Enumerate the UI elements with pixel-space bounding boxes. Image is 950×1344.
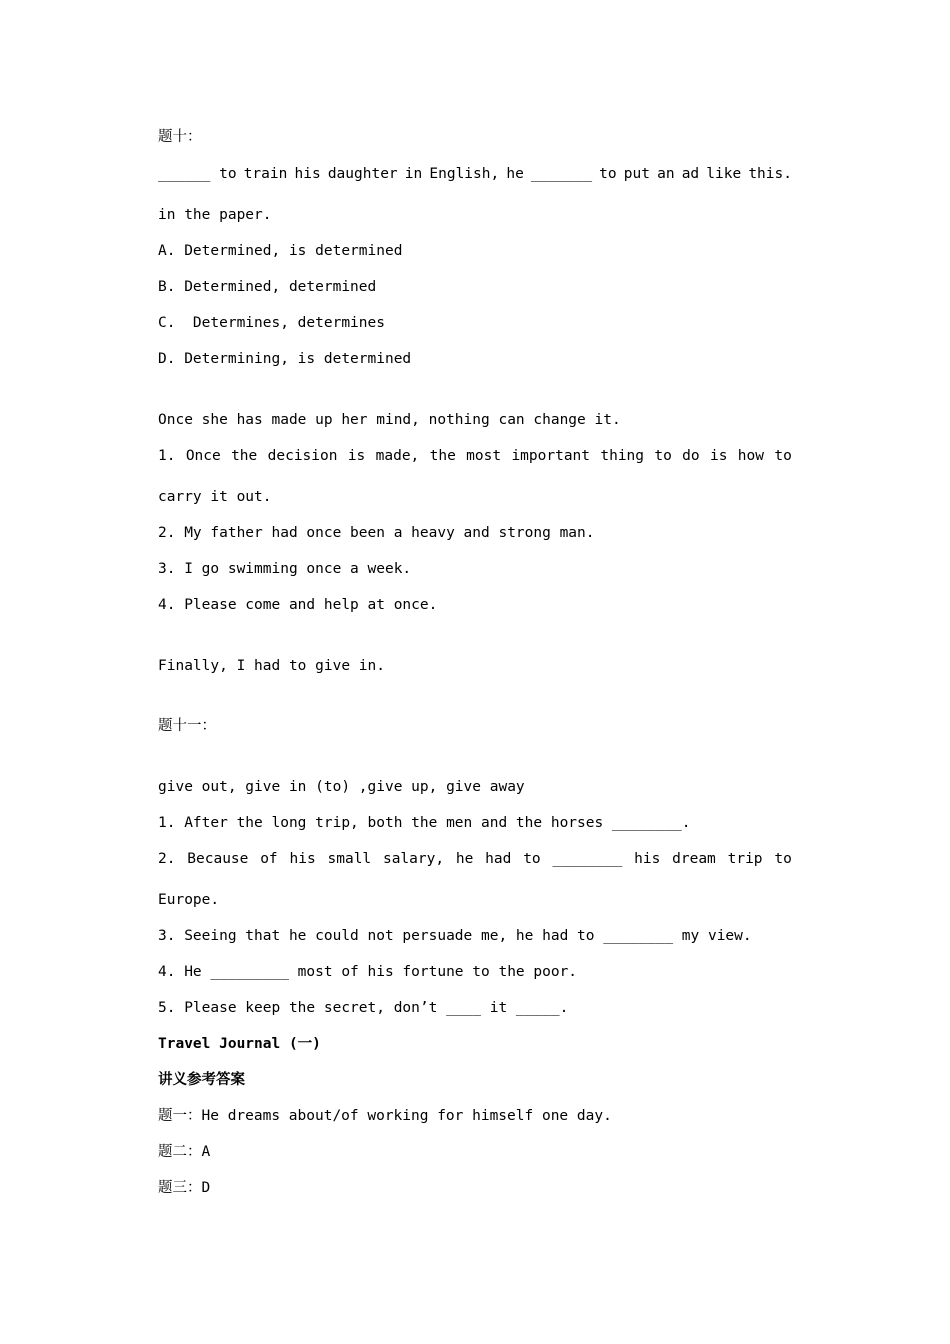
once-item4: 4. Please come and help at once. <box>158 597 438 613</box>
item-word: 1. <box>158 448 176 464</box>
once-item2: 2. My father had once been a heavy and strong man. <box>158 525 595 541</box>
item-word: salary, <box>382 851 445 867</box>
item-word: his <box>289 851 316 867</box>
finally-sentence: Finally, I had to give in. <box>158 658 385 674</box>
item-word: decision <box>267 448 338 464</box>
answer-2: 题二：A <box>158 1144 211 1160</box>
answer-3: 题三：D <box>158 1180 211 1196</box>
q10-option-c: C. Determines, determines <box>158 315 385 331</box>
stem-word: to <box>599 166 617 182</box>
q11-item1: 1. After the long trip, both the men and the horses ________. <box>158 815 691 831</box>
item-word: had <box>485 851 512 867</box>
q11-item3: 3. Seeing that he could not persuade me, he had to ________ my view. <box>158 928 752 944</box>
item-word: important <box>511 448 591 464</box>
item-word: trip <box>727 851 763 867</box>
item-word: most <box>466 448 502 464</box>
q11-phrases: give out, give in (to) ,give up, give away <box>158 779 525 795</box>
item-word: to <box>774 448 792 464</box>
q11-item2-line2: Europe. <box>158 892 220 908</box>
item-word: is <box>347 448 366 464</box>
item-word: he <box>455 851 474 867</box>
stem-word: his <box>294 166 321 182</box>
item-word: do <box>682 448 700 464</box>
item-word: his <box>634 851 661 867</box>
q11-item2-line1 <box>158 850 792 868</box>
stem-word: ______ to <box>158 166 237 182</box>
item-word: of <box>260 851 278 867</box>
once-item1-line1 <box>158 447 792 465</box>
stem-blank: _______ <box>530 166 593 182</box>
stem-word: put <box>623 166 650 182</box>
item-blank: ________ <box>552 851 623 867</box>
q10-stem-line1 <box>158 165 792 183</box>
stem-word: an <box>657 166 675 182</box>
stem-word: English, <box>429 166 500 182</box>
stem-word: like <box>706 166 742 182</box>
answers-title: Travel Journal (一) <box>158 1036 321 1052</box>
item-word: is <box>709 448 728 464</box>
item-word: to <box>523 851 541 867</box>
q10-heading: 题十： <box>158 129 202 145</box>
stem-word: he <box>506 166 524 182</box>
item-word: Because <box>187 851 249 867</box>
item-word: small <box>327 851 372 867</box>
answer-1: 题一：He dreams about/of working for himself one day. <box>158 1108 612 1124</box>
item-word: the <box>429 448 456 464</box>
item-word: how <box>737 448 764 464</box>
once-sentence: Once she has made up her mind, nothing can change it. <box>158 412 621 428</box>
stem-word: this. <box>748 166 792 182</box>
answers-subtitle: 讲义参考答案 <box>158 1072 245 1088</box>
item-word: to <box>774 851 792 867</box>
item-word: thing <box>600 448 645 464</box>
item-word: dream <box>672 851 716 867</box>
stem-word: daughter <box>327 166 398 182</box>
q10-option-d: D. Determining, is determined <box>158 351 412 367</box>
q11-item4: 4. He _________ most of his fortune to the poor. <box>158 964 578 980</box>
once-item1-line2: carry it out. <box>158 489 272 505</box>
q10-option-b: B. Determined, determined <box>158 279 377 295</box>
q11-heading: 题十一： <box>158 718 216 734</box>
item-word: Once <box>185 448 221 464</box>
stem-word: ad <box>681 166 700 182</box>
once-item3: 3. I go swimming once a week. <box>158 561 412 577</box>
item-word: to <box>654 448 672 464</box>
item-word: 2. <box>158 851 176 867</box>
stem-word: in <box>404 166 423 182</box>
q10-option-a: A. Determined, is determined <box>158 243 403 259</box>
item-word: the <box>231 448 258 464</box>
stem-word: train <box>243 166 288 182</box>
item-word: made, <box>375 448 420 464</box>
q11-item5: 5. Please keep the secret, don’t ____ it _____. <box>158 1000 569 1016</box>
q10-stem-line2: in the paper. <box>158 207 272 223</box>
